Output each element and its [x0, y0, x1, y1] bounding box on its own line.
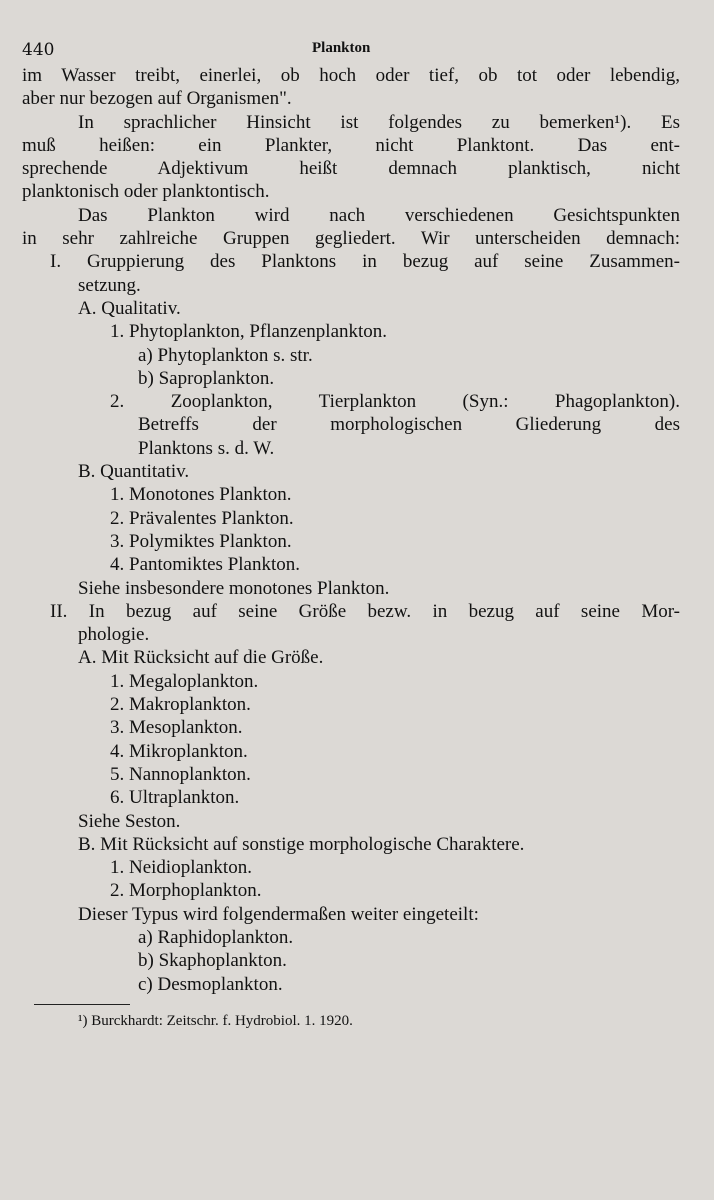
- body-text: [22, 64, 680, 996]
- footnote-rule: [34, 1004, 130, 1005]
- list-item: 1. Neidioplankton.: [110, 857, 252, 879]
- list-item: 2. Morphoplankton.: [110, 880, 262, 902]
- text-line: Das Plankton wird nach verschiedenen Gesichtspunkten: [78, 204, 680, 226]
- section-heading: II. In bezug auf seine Größe bezw. in bezug auf seine Mor-: [50, 600, 680, 622]
- subsection-heading: A. Qualitativ.: [78, 297, 181, 319]
- list-item: a) Raphidoplankton.: [138, 926, 294, 948]
- list-item: 5. Nannoplankton.: [110, 763, 251, 785]
- text-line: setzung.: [78, 274, 141, 296]
- list-item: 1. Megaloplankton.: [110, 670, 259, 692]
- subsection-heading: B. Mit Rücksicht auf sonstige morphologische Charaktere.: [78, 833, 525, 855]
- list-item: b) Saproplankton.: [138, 367, 275, 389]
- page-header: [22, 34, 680, 64]
- list-item: 3. Polymiktes Plankton.: [110, 530, 292, 552]
- text-line: phologie.: [78, 624, 150, 646]
- section-heading: I. Gruppierung des Planktons in bezug auf seine Zusammen-: [50, 251, 680, 273]
- text-line: sprechende Adjektivum heißt demnach planktisch, nicht: [22, 158, 680, 180]
- text-line: muß heißen: ein Plankter, nicht Planktont. Das ent-: [22, 134, 680, 156]
- list-item: b) Skaphoplankton.: [138, 950, 287, 972]
- subsection-heading: B. Quantitativ.: [78, 461, 190, 483]
- page-number: 440: [22, 40, 55, 60]
- list-item: c) Desmoplankton.: [138, 973, 283, 995]
- list-item: 3. Mesoplankton.: [110, 717, 243, 739]
- list-item: 6. Ultraplankton.: [110, 787, 240, 809]
- list-item: 4. Mikroplankton.: [110, 740, 248, 762]
- list-item: 1. Monotones Plankton.: [110, 484, 292, 506]
- text-line: planktonisch oder planktontisch.: [22, 181, 270, 203]
- list-item: 2. Zooplankton, Tierplankton (Syn.: Phagoplankton).: [110, 391, 680, 413]
- list-item: 2. Makroplankton.: [110, 694, 251, 716]
- text-line: Siehe insbesondere monotones Plankton.: [78, 577, 390, 599]
- text-line: aber nur bezogen auf Organismen".: [22, 88, 292, 110]
- list-item: 4. Pantomiktes Plankton.: [110, 554, 300, 576]
- text-line: Dieser Typus wird folgendermaßen weiter eingeteilt:: [78, 903, 479, 925]
- list-item: 2. Prävalentes Plankton.: [110, 507, 294, 529]
- text-line: In sprachlicher Hinsicht ist folgendes zu bemerken¹). Es: [78, 111, 680, 133]
- list-item: 1. Phytoplankton, Pflanzenplankton.: [110, 321, 388, 343]
- subsection-heading: A. Mit Rücksicht auf die Größe.: [78, 647, 324, 669]
- running-head: Plankton: [312, 40, 371, 56]
- list-item: a) Phytoplankton s. str.: [138, 344, 313, 366]
- text-line: in sehr zahlreiche Gruppen gegliedert. Wir unterscheiden demnach:: [22, 228, 680, 250]
- text-line: Siehe Seston.: [78, 810, 181, 832]
- text-line: im Wasser treibt, einerlei, ob hoch oder tief, ob tot oder lebendig,: [22, 65, 680, 86]
- text-line: Planktons s. d. W.: [138, 437, 275, 459]
- text-line: Betreffs der morphologischen Gliederung des: [138, 414, 680, 436]
- footnote: ¹) Burckhardt: Zeitschr. f. Hydrobiol. 1. 1920.: [78, 1012, 353, 1029]
